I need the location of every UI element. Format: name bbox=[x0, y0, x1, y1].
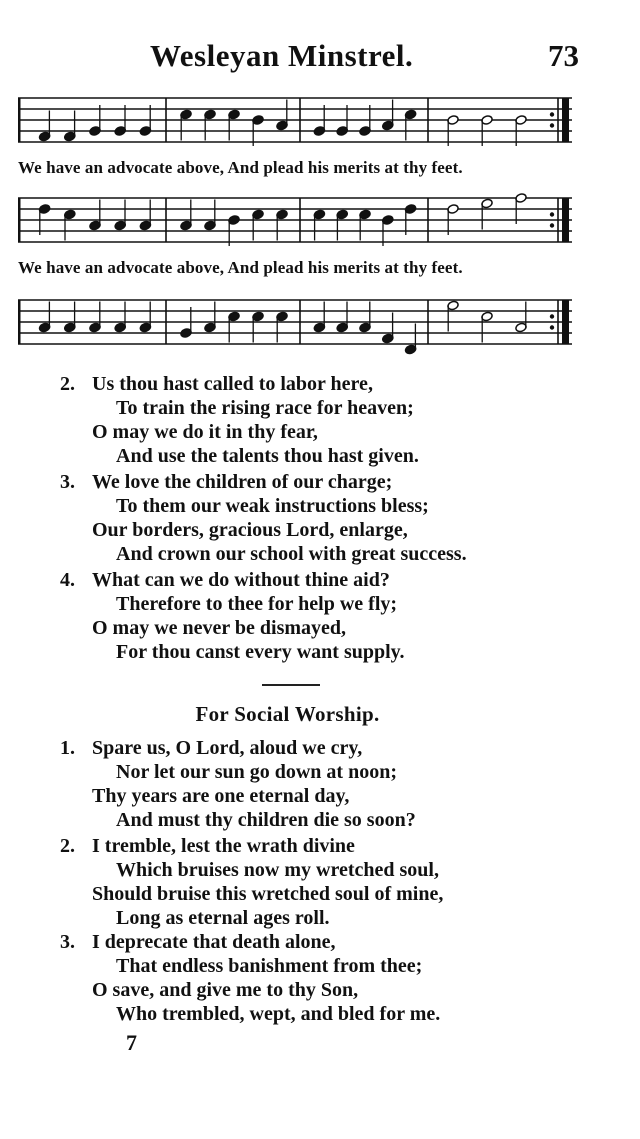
verse-line: I tremble, lest the wrath divine bbox=[92, 835, 355, 857]
music-staff-2 bbox=[18, 188, 580, 256]
staff-notation bbox=[18, 88, 580, 156]
staff-notation bbox=[18, 290, 580, 358]
verse-line: I deprecate that death alone, bbox=[92, 931, 336, 953]
verse-line: We love the children of our charge; bbox=[92, 471, 393, 493]
verse-line: Who trembled, wept, and bled for me. bbox=[116, 1003, 441, 1025]
notes bbox=[38, 300, 527, 355]
verse-line: For thou canst every want supply. bbox=[116, 641, 405, 663]
verse-line: And must thy children die so soon? bbox=[116, 809, 416, 831]
verse-line: Us thou hast called to labor here, bbox=[92, 373, 373, 395]
verse-line: O may we do it in thy fear, bbox=[92, 421, 318, 443]
verse-line: To train the rising race for heaven; bbox=[116, 397, 414, 419]
verse-line: Thy years are one eternal day, bbox=[92, 785, 350, 807]
verse-number: 2. bbox=[60, 373, 75, 395]
page-header bbox=[0, 30, 640, 80]
running-title: Wesleyan Minstrel. bbox=[150, 38, 414, 73]
staff-notation bbox=[18, 188, 580, 256]
verse-line: O save, and give me to thy Son, bbox=[92, 979, 359, 1001]
section-divider bbox=[262, 684, 320, 686]
verse-line: And crown our school with great success. bbox=[116, 543, 467, 565]
verse-line: Therefore to thee for help we fly; bbox=[116, 593, 398, 615]
page-number: 73 bbox=[548, 38, 579, 73]
music-staff-3 bbox=[18, 290, 580, 358]
lyric-line-2: We have an advocate above, And plead his merits at thy feet. bbox=[18, 258, 463, 277]
lyric-line-1: We have an advocate above, And plead his merits at thy feet. bbox=[18, 158, 463, 177]
music-staff-1 bbox=[18, 88, 580, 156]
verse-line: To them our weak instructions bless; bbox=[116, 495, 429, 517]
verse-number: 3. bbox=[60, 931, 75, 953]
verse-line: Should bruise this wretched soul of mine, bbox=[92, 883, 444, 905]
verse-line: Which bruises now my wretched soul, bbox=[116, 859, 439, 881]
verse-number: 4. bbox=[60, 569, 75, 591]
verse-line: Nor let our sun go down at noon; bbox=[116, 761, 397, 783]
verse-number: 2. bbox=[60, 835, 75, 857]
verse-line: Long as eternal ages roll. bbox=[116, 907, 330, 929]
verse-line: Spare us, O Lord, aloud we cry, bbox=[92, 737, 363, 759]
verse-line: Our borders, gracious Lord, enlarge, bbox=[92, 519, 408, 541]
signature-mark: 7 bbox=[126, 1030, 137, 1055]
hymn2-title: For Social Worship. bbox=[195, 702, 380, 726]
staff-lines bbox=[18, 300, 572, 344]
verse-number: 3. bbox=[60, 471, 75, 493]
notes bbox=[38, 100, 527, 147]
verse-line: And use the talents thou hast given. bbox=[116, 445, 419, 467]
verse-line: O may we never be dismayed, bbox=[92, 617, 347, 639]
verse-number: 1. bbox=[60, 737, 75, 759]
verse-line: What can we do without thine aid? bbox=[92, 569, 390, 591]
verse-line: That endless banishment from thee; bbox=[116, 955, 423, 977]
